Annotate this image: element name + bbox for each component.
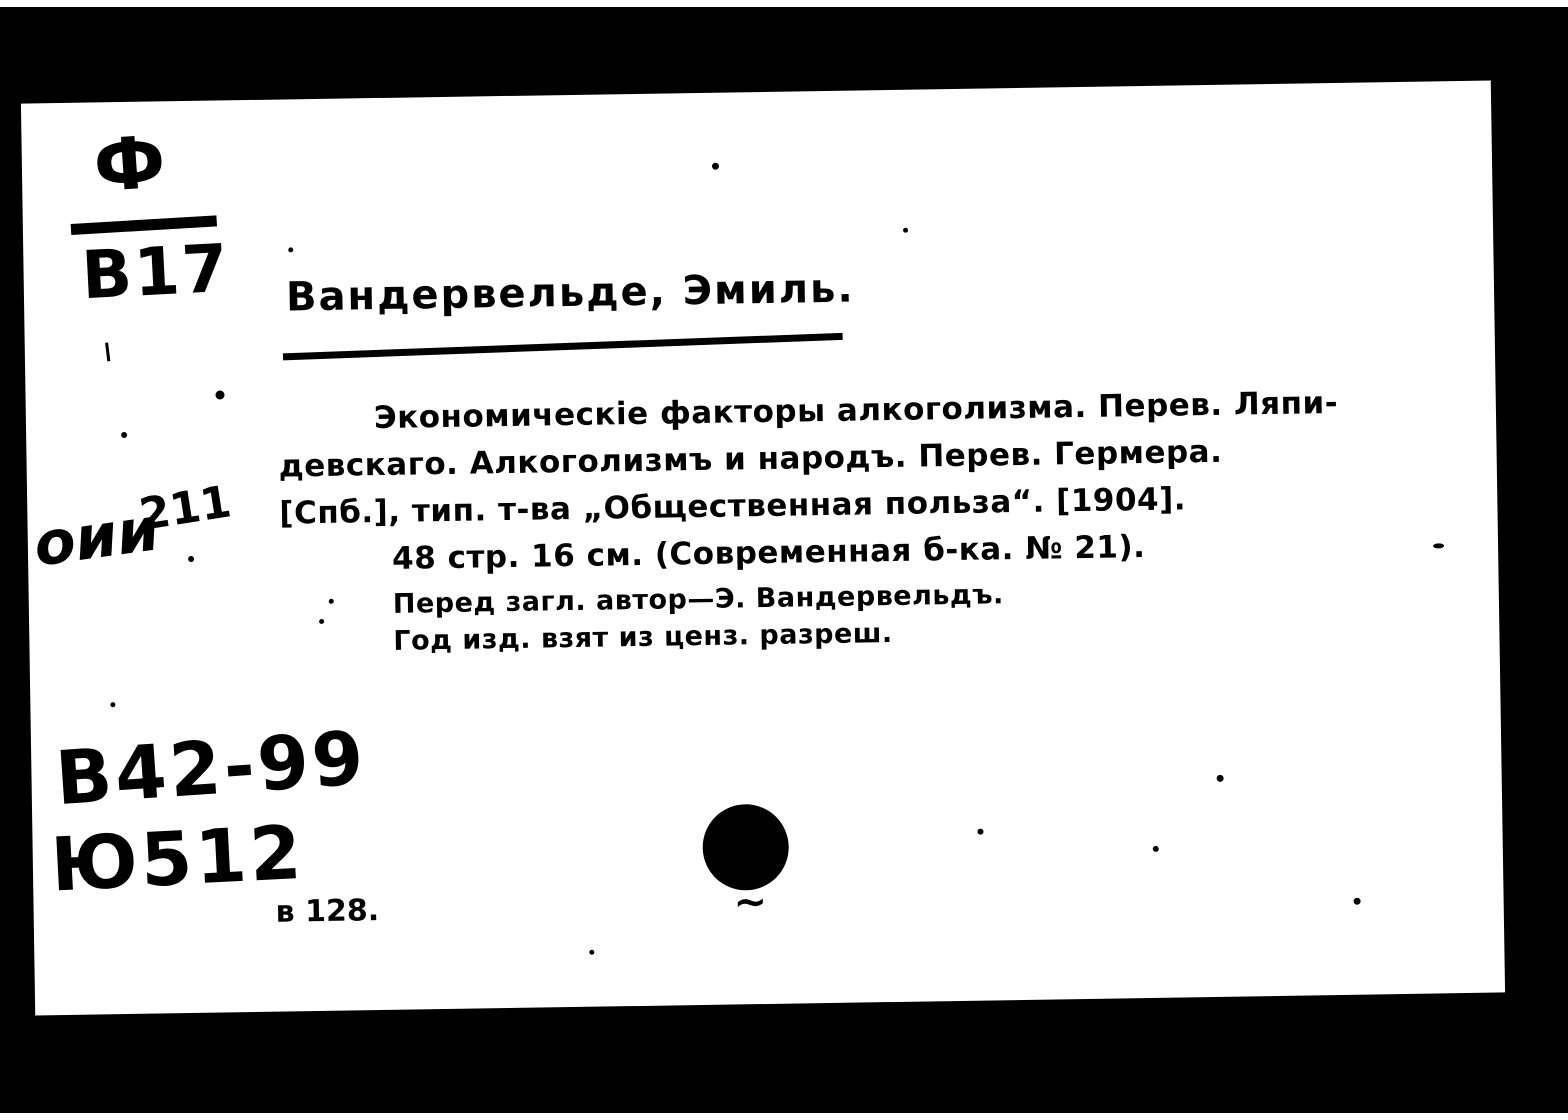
card-page-number: в 128. [275, 893, 380, 930]
speckle [1354, 898, 1361, 905]
scan-edge-top [0, 0, 1568, 7]
handwritten-call-number-top: Ф [91, 119, 170, 209]
catalog-card [21, 81, 1505, 1016]
handwritten-scribble-number: 211 [135, 476, 235, 541]
handwritten-accession-2: Ю512 [48, 809, 307, 909]
speckle [977, 829, 983, 835]
handwritten-call-number-bottom: В17 [79, 229, 232, 315]
author-heading: Вандервельде, Эмиль. [285, 265, 855, 321]
bibliographic-description [278, 384, 1402, 667]
speckle [712, 163, 719, 170]
handwritten-accession-1: В42-99 [52, 715, 370, 823]
description-line: Экономическіе факторы алкоголизма. Перев. Ляпи- [373, 384, 1339, 437]
description-line: 48 стр. 16 см. (Современная б-ка. № 21). [391, 528, 1146, 577]
speckle [1217, 775, 1224, 782]
speckle [188, 556, 194, 562]
speckle [288, 247, 293, 252]
description-line: [Спб.], тип. т-ва „Общественная польза“. [1904]. [279, 481, 1187, 532]
ink-blot [702, 804, 789, 891]
speckle [589, 950, 594, 955]
handwritten-scribble-left: оии [29, 494, 164, 581]
ink-squiggle: ~ [733, 878, 768, 926]
speckle [903, 228, 908, 233]
speckle [1433, 543, 1444, 548]
handwritten-tick-mark: ı [100, 329, 115, 371]
speckle [215, 390, 224, 399]
speckle [110, 702, 115, 707]
author-heading-underline [283, 333, 843, 361]
scan-edge-bottom [0, 1113, 1568, 1120]
speckle [121, 432, 127, 438]
note-line: Год изд. взят из ценз. разреш. [393, 617, 893, 657]
speckle [1153, 846, 1159, 852]
description-line: девскаго. Алкоголизмъ и народъ. Перев. Гермера. [278, 433, 1223, 485]
note-line: Перед загл. автор—Э. Вандервельдъ. [392, 579, 1005, 620]
